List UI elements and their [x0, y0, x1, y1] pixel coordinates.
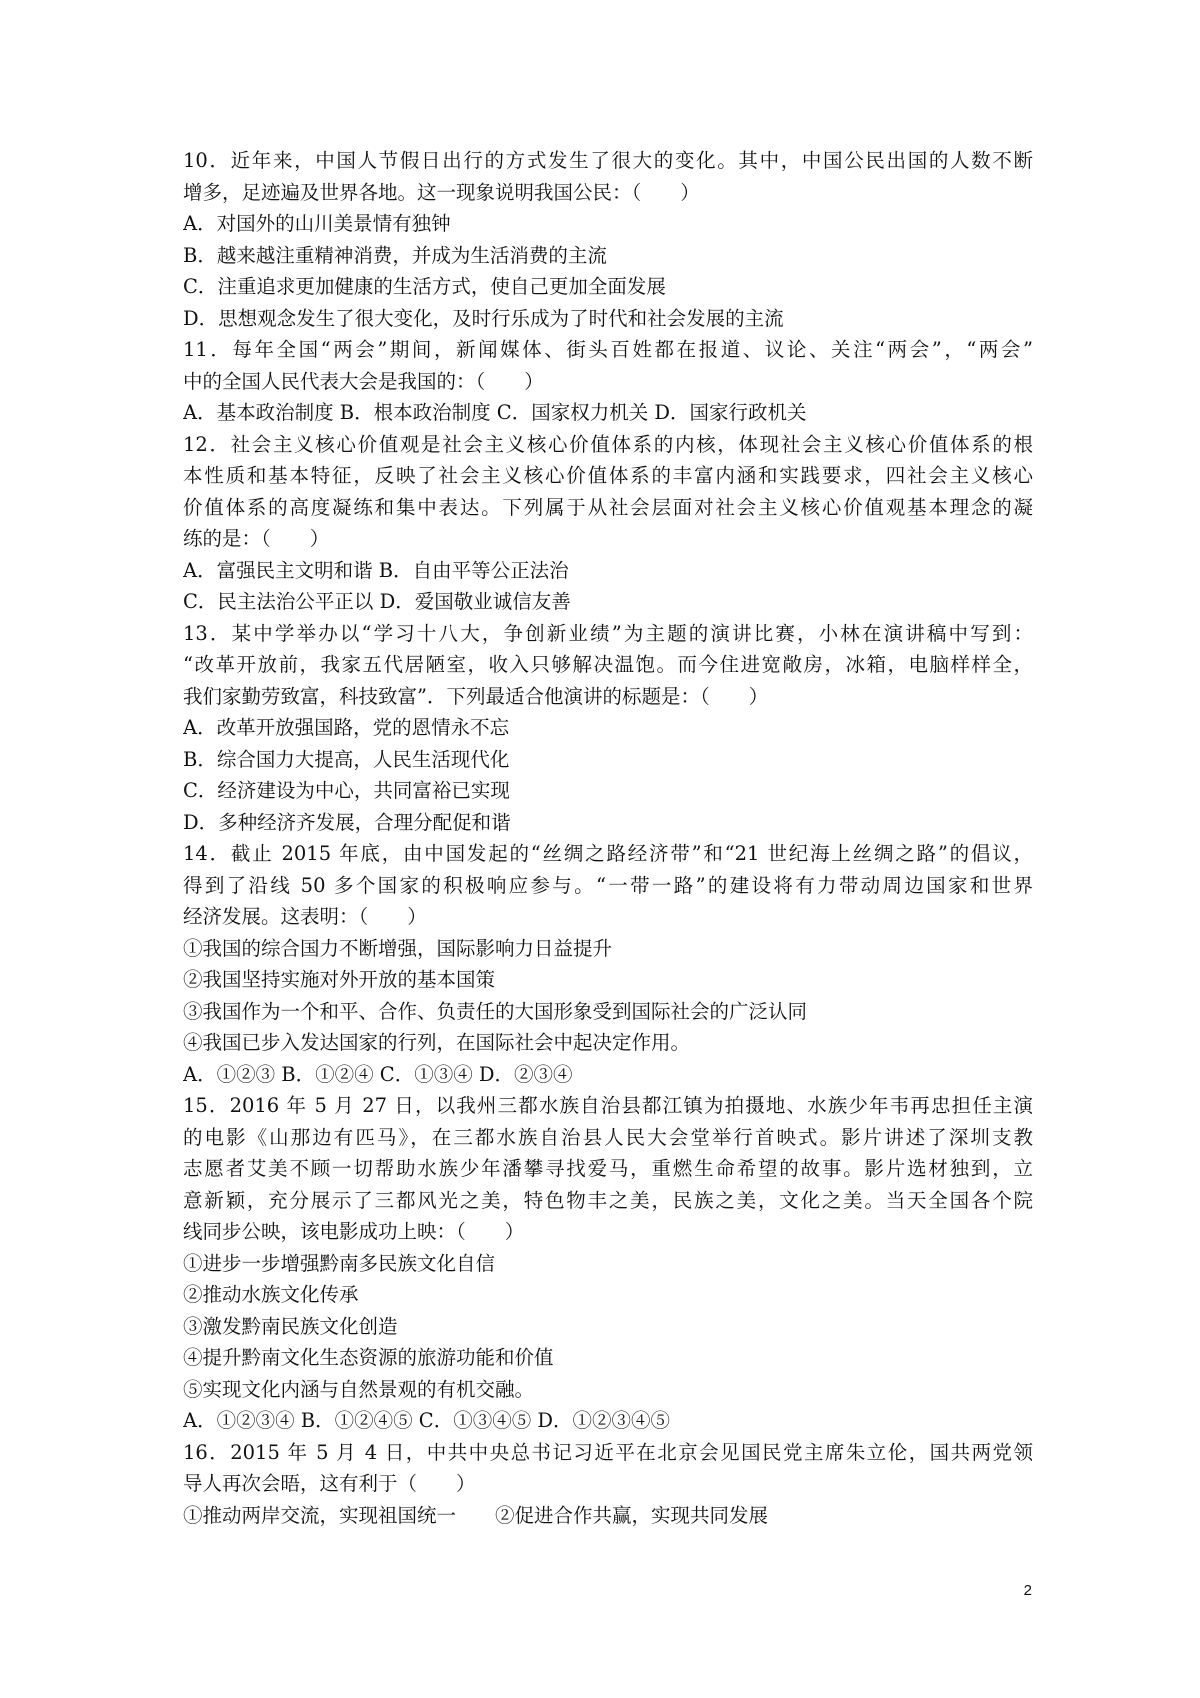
text-line: 本性质和基本特征，反映了社会主义核心价值体系的丰富内涵和实践要求，四社会主义核心 [183, 464, 1033, 487]
text-line: 志愿者艾美不顾一切帮助水族少年潘攀寻找爱马，重燃生命希望的故事。影片选材独到，立 [183, 1157, 1033, 1180]
text-line: 15．2016 年 5 月 27 日，以我州三都水族自治县都江镇为拍摄地、水族少年韦再忠担任主演 [183, 1094, 1033, 1117]
text-line: ①推动两岸交流，实现祖国统一 ②促进合作共赢，实现共同发展 [183, 1503, 769, 1527]
text-line: 导人再次会晤，这有利于（ ） [183, 1472, 476, 1495]
text-line: A．富强民主文明和谐 B．自由平等公正法治 [183, 558, 569, 582]
text-line: 中的全国人民代表大会是我国的：（ ） [183, 369, 544, 393]
text-line: C．民主法治公平正以 D．爱国敬业诚信友善 [183, 590, 571, 613]
text-line: 14．截止 2015 年底，由中国发起的“丝绸之路经济带”和“21 世纪海上丝绸之路”的倡议， [183, 842, 1033, 865]
text-line: 意新颖，充分展示了三都风光之美，特色物丰之美，民族之美，文化之美。当天全国各个院 [183, 1188, 1033, 1212]
text-line: C．注重追求更加健康的生活方式，使自己更加全面发展 [183, 275, 666, 298]
text-line: 11．每年全国“两会”期间，新闻媒体、街头百姓都在报道、议论、关注“两会”，“两会” [183, 338, 1033, 361]
text-line: D．多种经济齐发展，合理分配促和谐 [183, 810, 511, 834]
text-line: 线同步公映，该电影成功上映：（ ） [183, 1220, 525, 1243]
text-line: C．经济建设为中心，共同富裕已实现 [183, 779, 510, 802]
text-line: 得到了沿线 50 多个国家的积极响应参与。“一带一路”的建设将有力带动周边国家和世界 [183, 873, 1033, 897]
text-line: ④我国已步入发达国家的行列，在国际社会中起决定作用。 [183, 1031, 691, 1054]
text-line: 增多，足迹遍及世界各地。这一现象说明我国公民：（ ） [183, 180, 700, 204]
text-line: 12．社会主义核心价值观是社会主义核心价值体系的内核，体现社会主义核心价值体系的根 [183, 432, 1033, 456]
text-line: A．①②③ B．①②④ C．①③④ D．②③④ [183, 1062, 573, 1086]
question-text-block [183, 145, 1033, 1531]
text-line: ③我国作为一个和平、合作、负责任的大国形象受到国际社会的广泛认同 [183, 999, 808, 1023]
text-line: 的电影《山那边有匹马》，在三都水族自治县人民大会堂举行首映式。影片讲述了深圳支教 [183, 1125, 1033, 1149]
text-line: A．改革开放强国路，党的恩情永不忘 [183, 716, 510, 739]
text-line: 13．某中学举办以“学习十八大，争创新业绩”为主题的演讲比赛，小林在演讲稿中写到： [183, 621, 1033, 645]
text-line: ⑤实现文化内涵与自然景观的有机交融。 [183, 1377, 535, 1401]
text-line: ①我国的综合国力不断增强，国际影响力日益提升 [183, 936, 613, 960]
text-line: B．综合国力大提高，人民生活现代化 [183, 747, 510, 771]
text-line: ③激发黔南民族文化创造 [183, 1314, 398, 1338]
text-line: 我们家勤劳致富，科技致富”．下列最适合他演讲的标题是：（ ） [183, 684, 769, 708]
text-line: 16．2015 年 5 月 4 日，中共中央总书记习近平在北京会见国民党主席朱立伦，国共两党领 [183, 1440, 1033, 1464]
text-line: 10．近年来，中国人节假日出行的方式发生了很大的变化。其中，中国公民出国的人数不断 [183, 149, 1033, 172]
text-line: “改革开放前，我家五代居陋室，收入只够解决温饱。而今住进宽敞房，冰箱，电脑样样全， [183, 653, 1033, 676]
text-line: ②我国坚持实施对外开放的基本国策 [183, 968, 496, 991]
text-line: ②推动水族文化传承 [183, 1283, 359, 1306]
text-line: B．越来越注重精神消费，并成为生活消费的主流 [183, 243, 607, 267]
text-line: D．思想观念发生了很大变化，及时行乐成为了时代和社会发展的主流 [183, 306, 784, 330]
text-line: A．对国外的山川美景情有独钟 [183, 212, 451, 235]
text-line: A．基本政治制度 B．根本政治制度 C．国家权力机关 D．国家行政机关 [183, 401, 807, 424]
page-number: 2 [1023, 1582, 1032, 1599]
text-line: 价值体系的高度凝练和集中表达。下列属于从社会层面对社会主义核心价值观基本理念的凝 [183, 495, 1033, 519]
text-line: ①进步一步增强黔南多民族文化自信 [183, 1251, 496, 1275]
text-line: ④提升黔南文化生态资源的旅游功能和价值 [183, 1346, 554, 1369]
text-line: 练的是：（ ） [183, 527, 330, 550]
text-line: 经济发展。这表明：（ ） [183, 905, 427, 928]
text-line: A．①②③④ B．①②④⑤ C．①③④⑤ D．①②③④⑤ [183, 1409, 671, 1432]
